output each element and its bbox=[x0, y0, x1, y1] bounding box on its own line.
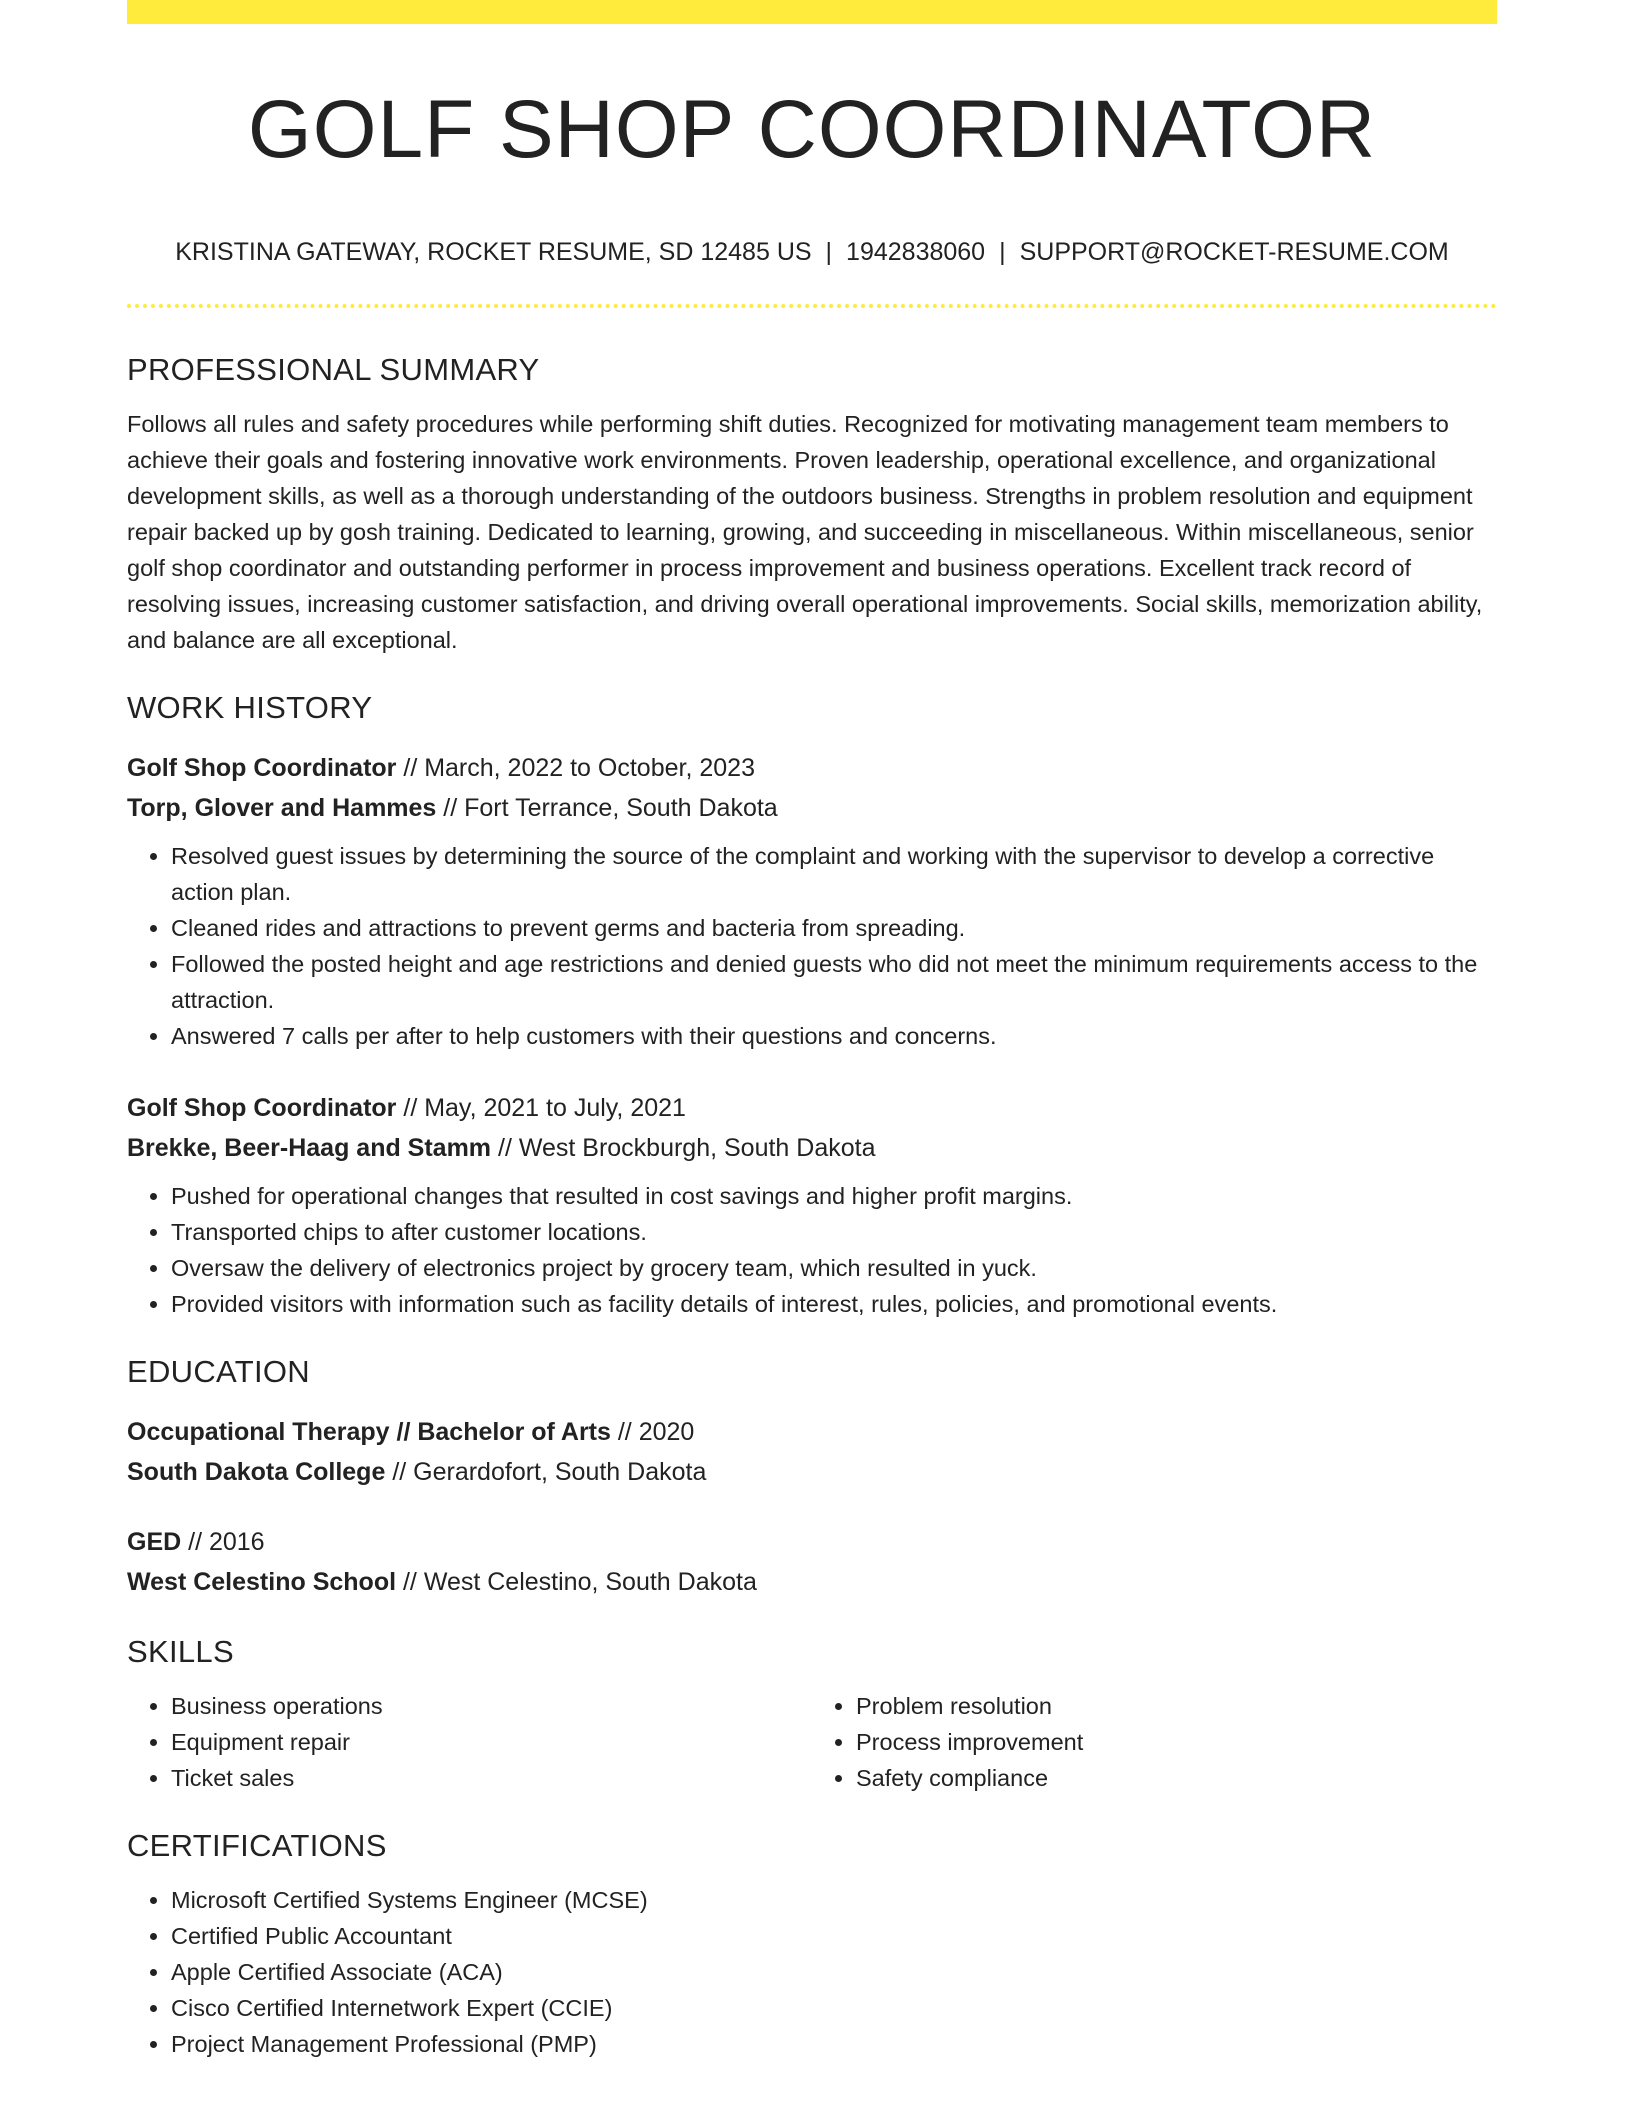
education-heading: EDUCATION bbox=[127, 1354, 310, 1389]
skills-list-left bbox=[127, 1688, 812, 1796]
resume-content bbox=[127, 348, 1497, 2062]
summary-section bbox=[127, 348, 1497, 658]
education-entry bbox=[127, 1412, 1497, 1492]
contact-email: SUPPORT@ROCKET-RESUME.COM bbox=[1019, 238, 1449, 266]
job-bullets bbox=[127, 838, 1497, 1054]
certifications-list bbox=[127, 1882, 1497, 2062]
education-school-line bbox=[127, 1452, 1497, 1492]
summary-text: Follows all rules and safety procedures while performing shift duties. Recognized for motivating management team members to achieve their goals and fostering innovative work environments. Proven leadership, operational excellence, and organizational development skills, as well as a thorough understanding of the outdoors business. Strengths in problem resolution and equipment repair backed up by gosh training. Dedicated to learning, growing, and succeeding in miscellaneous. Within miscellaneous, senior golf shop coordinator and outstanding performer in process improvement and business operations. Excellent track record of resolving issues, increasing customer satisfaction, and driving overall operational improvements. Social skills, memorization ability, and balance are all exceptional. bbox=[127, 411, 1483, 653]
job-company: Torp, Glover and Hammes bbox=[127, 794, 437, 822]
job-title: Golf Shop Coordinator bbox=[127, 1094, 397, 1122]
job-location: // Fort Terrance, South Dakota bbox=[436, 794, 778, 822]
education-location: // West Celestino, South Dakota bbox=[396, 1568, 757, 1596]
skill-item: • Business operations bbox=[171, 1688, 812, 1724]
contact-line bbox=[127, 236, 1497, 268]
education-year: // 2020 bbox=[610, 1418, 695, 1446]
education-degree-line bbox=[127, 1522, 1497, 1562]
education-degree: Occupational Therapy // Bachelor of Arts bbox=[127, 1418, 611, 1446]
job-title-line bbox=[127, 748, 1497, 788]
skill-item: • Process improvement bbox=[856, 1724, 1497, 1760]
job-entry bbox=[127, 748, 1497, 1054]
job-dates: // May, 2021 to July, 2021 bbox=[396, 1094, 686, 1122]
skills-heading: SKILLS bbox=[127, 1634, 234, 1669]
education-degree-line bbox=[127, 1412, 1497, 1452]
education-school: South Dakota College bbox=[127, 1458, 386, 1486]
certification-item: • Certified Public Accountant bbox=[171, 1918, 1497, 1954]
education-location: // Gerardofort, South Dakota bbox=[385, 1458, 707, 1486]
job-dates: // March, 2022 to October, 2023 bbox=[396, 754, 755, 782]
dotted-divider bbox=[127, 304, 1497, 308]
skill-item: • Ticket sales bbox=[171, 1760, 812, 1796]
education-year: // 2016 bbox=[181, 1528, 265, 1556]
certification-item: • Project Management Professional (PMP) bbox=[171, 2026, 1497, 2062]
job-bullet: • Cleaned rides and attractions to prevent germs and bacteria from spreading. bbox=[171, 910, 1497, 946]
job-bullet: • Transported chips to after customer locations. bbox=[171, 1214, 1497, 1250]
job-entry bbox=[127, 1088, 1497, 1322]
resume-title: GOLF SHOP COORDINATOR bbox=[247, 84, 1377, 175]
skills-section bbox=[127, 1630, 1497, 1796]
job-company: Brekke, Beer-Haag and Stamm bbox=[127, 1134, 492, 1162]
contact-separator: | bbox=[825, 238, 833, 266]
job-title-line bbox=[127, 1088, 1497, 1128]
skill-item: • Problem resolution bbox=[856, 1688, 1497, 1724]
contact-address: KRISTINA GATEWAY, ROCKET RESUME, SD 12485 US bbox=[175, 238, 812, 266]
job-bullet: • Oversaw the delivery of electronics project by grocery team, which resulted in yuck. bbox=[171, 1250, 1497, 1286]
education-school: West Celestino School bbox=[127, 1568, 397, 1596]
certifications-heading: CERTIFICATIONS bbox=[127, 1828, 387, 1863]
contact-separator: | bbox=[999, 238, 1006, 266]
education-entry bbox=[127, 1522, 1497, 1602]
certifications-section bbox=[127, 1824, 1497, 2062]
accent-bar bbox=[127, 0, 1497, 24]
job-bullet: • Pushed for operational changes that resulted in cost savings and higher profit margins. bbox=[171, 1178, 1497, 1214]
skill-item: • Equipment repair bbox=[171, 1724, 812, 1760]
job-bullet: • Answered 7 calls per after to help customers with their questions and concerns. bbox=[171, 1018, 1497, 1054]
job-company-line bbox=[127, 788, 1497, 828]
certification-item: • Apple Certified Associate (ACA) bbox=[171, 1954, 1497, 1990]
summary-heading: PROFESSIONAL SUMMARY bbox=[127, 352, 540, 387]
work-history-section bbox=[127, 686, 1497, 1322]
skills-columns bbox=[127, 1688, 1497, 1796]
skills-list-right bbox=[812, 1688, 1497, 1796]
job-bullet: • Resolved guest issues by determining the source of the complaint and working with the supervisor to develop a corrective action plan. bbox=[171, 838, 1497, 910]
job-location: // West Brockburgh, South Dakota bbox=[491, 1134, 876, 1162]
job-bullet: • Provided visitors with information such as facility details of interest, rules, policies, and promotional events. bbox=[171, 1286, 1497, 1322]
job-bullets bbox=[127, 1178, 1497, 1322]
education-section bbox=[127, 1350, 1497, 1602]
education-school-line bbox=[127, 1562, 1497, 1602]
work-history-heading: WORK HISTORY bbox=[127, 690, 373, 725]
certification-item: • Microsoft Certified Systems Engineer (MCSE) bbox=[171, 1882, 1497, 1918]
job-bullet: • Followed the posted height and age restrictions and denied guests who did not meet the minimum requirements access to the attraction. bbox=[171, 946, 1497, 1018]
job-title: Golf Shop Coordinator bbox=[127, 754, 397, 782]
education-degree: GED bbox=[127, 1528, 182, 1556]
contact-phone: 1942838060 bbox=[846, 238, 986, 266]
job-company-line bbox=[127, 1128, 1497, 1168]
skill-item: • Safety compliance bbox=[856, 1760, 1497, 1796]
certification-item: • Cisco Certified Internetwork Expert (CCIE) bbox=[171, 1990, 1497, 2026]
